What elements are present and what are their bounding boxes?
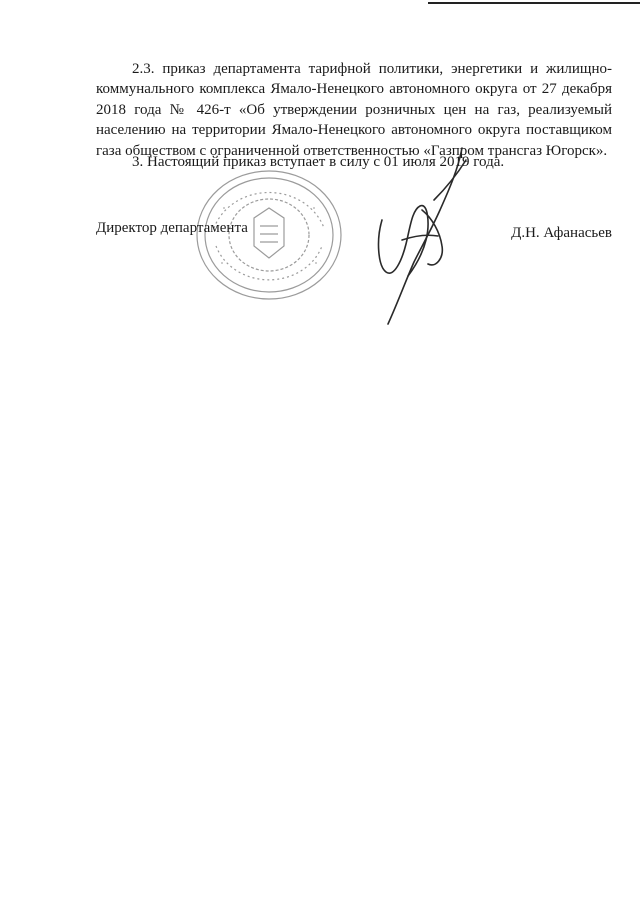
- signatory-position: Директор департамента: [96, 220, 248, 236]
- paragraph-3: 3. Настоящий приказ вступает в силу с 01 июля 2019 года.: [132, 154, 505, 170]
- header-rule: [428, 2, 640, 4]
- paragraph-2-3: 2.3. приказ департамента тарифной политики, энергетики и жилищно-коммунального комплекса Ямало-Ненецкого автономного округа от 27 декабря 2018 года № 426-т «Об утверждении розничных цен на газ, реализуемый населению на территории Ямало-Ненецкого автономного округа поставщиком газа обществом с ограниченной ответственностью «Газпром трансгаз Югорск».: [96, 61, 612, 159]
- handwritten-signature: [362, 140, 482, 330]
- signatory-name: Д.Н. Афанасьев: [511, 225, 612, 241]
